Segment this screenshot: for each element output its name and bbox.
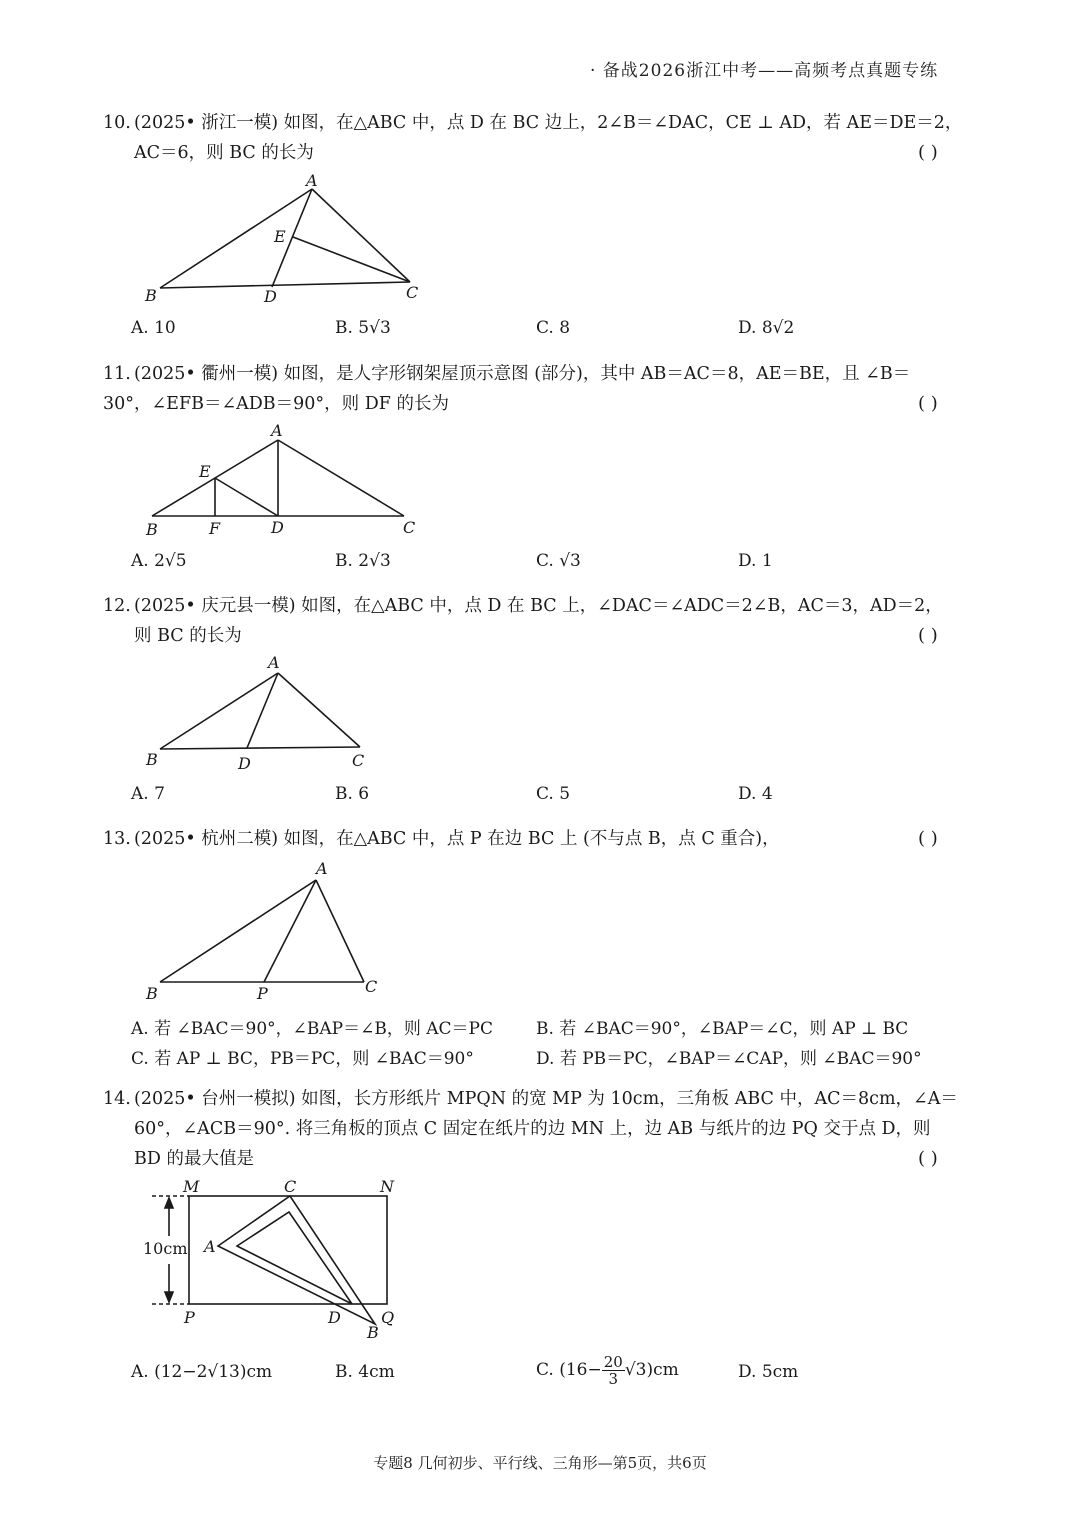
question-13-number: 13. (103, 829, 131, 849)
question-12-option-b: B. 6 (335, 784, 370, 804)
question-11-option-c: C. √3 (536, 551, 581, 571)
q14-option-c-fraction (602, 1354, 625, 1387)
question-12-line1: (2025• 庆元县一模) 如图，在△ABC 中，点 D 在 BC 上，∠DAC＝∠ADC＝2∠B，AC＝3，AD＝2， (134, 596, 943, 616)
question-13-line1: (2025• 杭州二模) 如图，在△ABC 中，点 P 在边 BC 上 (不与点 B，点 C 重合)， (134, 829, 780, 849)
question-11-answer-blank: ( ) (918, 393, 938, 414)
q14-triangle-outer (218, 1196, 375, 1324)
q14-option-c-numerator: 20 (603, 1353, 623, 1371)
question-10-option-a: A. 10 (131, 318, 176, 338)
q10-label-c: C (406, 283, 419, 302)
q14-label-b: B (367, 1323, 379, 1342)
q14-label-a: A (204, 1237, 216, 1256)
q11-label-b: B (146, 520, 158, 539)
q12-label-b: B (146, 750, 158, 769)
question-14-line3: BD 的最大值是 (134, 1149, 254, 1169)
question-11-option-a: A. 2√5 (131, 551, 187, 571)
q14-option-c-prefix: C. (16− (536, 1360, 602, 1380)
question-14-number: 14. (103, 1089, 131, 1109)
question-11-option-d: D. 1 (738, 551, 773, 571)
question-12-line2: 则 BC 的长为 (134, 626, 242, 646)
question-10-number: 10. (103, 113, 131, 133)
question-11-number: 11. (103, 364, 131, 384)
q13-label-a: A (316, 859, 328, 878)
question-10-line1: (2025• 浙江一模) 如图，在△ABC 中，点 D 在 BC 边上，2∠B＝∠DAC，CE ⊥ AD，若 AE＝DE＝2， (134, 113, 963, 133)
question-11-line2: 30°，∠EFB＝∠ADB＝90°，则 DF 的长为 (103, 394, 449, 414)
q14-label-n: N (380, 1177, 394, 1196)
question-13-option-c: C. 若 AP ⊥ BC，PB＝PC，则 ∠BAC＝90° (131, 1049, 474, 1069)
question-10-option-d: D. 8√2 (738, 318, 795, 338)
question-12-answer-blank: ( ) (918, 625, 938, 646)
q12-label-c: C (352, 751, 365, 770)
q14-label-m: M (183, 1177, 200, 1196)
q12-label-a: A (268, 653, 280, 672)
question-14-line1: (2025• 台州一模拟) 如图，长方形纸片 MPQN 的宽 MP 为 10cm，三角板 ABC 中，AC＝8cm，∠A＝ (134, 1089, 958, 1109)
question-10-option-c: C. 8 (536, 318, 571, 338)
q14-label-c: C (284, 1177, 297, 1196)
q13-label-b: B (146, 984, 158, 1003)
question-11-line1: (2025• 衢州一模) 如图，是人字形钢架屋顶示意图 (部分)，其中 AB＝AC＝8，AE＝BE，且 ∠B＝ (134, 364, 911, 384)
question-11-option-b: B. 2√3 (335, 551, 391, 571)
q11-label-d: D (271, 518, 284, 537)
q14-arrow-down (165, 1292, 173, 1302)
q10-label-b: B (145, 286, 157, 305)
q14-label-q: Q (381, 1308, 395, 1327)
question-14-option-b: B. 4cm (335, 1362, 395, 1382)
q14-label-p: P (184, 1308, 195, 1327)
question-13-option-d: D. 若 PB＝PC，∠BAP＝∠CAP，则 ∠BAC＝90° (536, 1049, 922, 1069)
q11-label-a: A (271, 421, 283, 440)
question-13-answer-blank: ( ) (918, 828, 938, 849)
question-12-number: 12. (103, 596, 131, 616)
q14-triangle-inner (237, 1212, 352, 1304)
q11-label-f: F (209, 519, 221, 538)
question-12-option-a: A. 7 (131, 784, 165, 804)
q14-label-d: D (328, 1308, 341, 1327)
question-14-option-c (536, 1354, 679, 1387)
question-12-option-c: C. 5 (536, 784, 571, 804)
question-14-answer-blank: ( ) (918, 1148, 938, 1169)
q13-label-c: C (365, 977, 378, 996)
question-13-option-b: B. 若 ∠BAC＝90°，∠BAP＝∠C，则 AP ⊥ BC (536, 1019, 909, 1039)
page-header: · 备战2026浙江中考——高频考点真题专练 (590, 61, 939, 81)
q14-option-c-denominator: 3 (608, 1370, 619, 1388)
question-10-option-b: B. 5√3 (335, 318, 391, 338)
question-10-answer-blank: ( ) (918, 142, 938, 163)
q11-label-e: E (199, 462, 211, 481)
q14-option-c-suffix: √3)cm (624, 1360, 679, 1380)
question-14-option-a: A. (12−2√13)cm (131, 1362, 273, 1382)
q11-label-c: C (403, 518, 416, 537)
q10-label-e: E (274, 227, 286, 246)
q14-label-width: 10cm (143, 1239, 188, 1258)
question-10-line2: AC＝6，则 BC 的长为 (134, 143, 314, 163)
page-footer: 专题8 几何初步、平行线、三角形—第5页，共6页 (373, 1454, 707, 1472)
q14-arrow-up (165, 1198, 173, 1208)
q10-label-d: D (264, 287, 277, 306)
question-14-option-d: D. 5cm (738, 1362, 799, 1382)
question-13-option-a: A. 若 ∠BAC＝90°，∠BAP＝∠B，则 AC＝PC (131, 1019, 493, 1039)
q13-label-p: P (257, 984, 268, 1003)
question-12-option-d: D. 4 (738, 784, 773, 804)
q12-label-d: D (238, 754, 251, 773)
question-14-line2: 60°，∠ACB＝90°. 将三角板的顶点 C 固定在纸片的边 MN 上，边 AB 与纸片的边 PQ 交于点 D，则 (134, 1119, 931, 1139)
q10-label-a: A (306, 171, 318, 190)
